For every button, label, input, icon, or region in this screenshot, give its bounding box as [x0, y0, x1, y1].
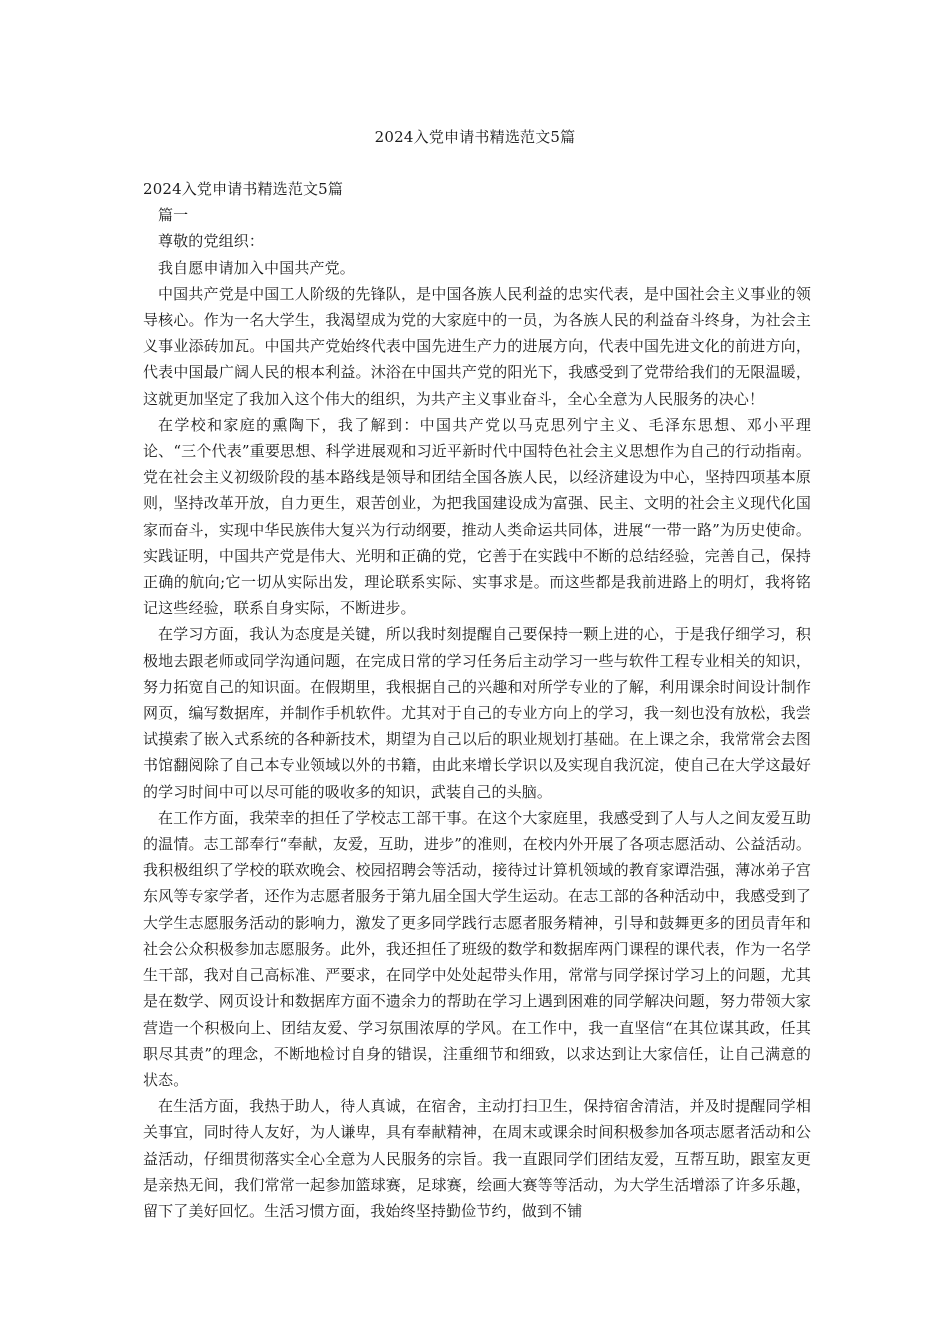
paragraph: 在生活方面，我热于助人，待人真诚，在宿舍，主动打扫卫生，保持宿舍清洁，并及时提醒同学相关事宜，同时待人友好，为人谦卑，具有奉献精神，在周末或课余时间积极参加各项志愿者活动和公益活动，仔细贯彻落实全心全意为人民服务的宗旨。我一直跟同学们团结友爱，互帮互助，跟室友更是亲热无间，我们常常一起参加篮球赛，足球赛，绘画大赛等等活动，为大学生活增添了许多乐趣，留下了美好回忆。生活习惯方面，我始终坚持勤俭节约，做到不铺	[143, 1097, 811, 1220]
paragraph: 在工作方面，我荣幸的担任了学校志工部干事。在这个大家庭里，我感受到了人与人之间友爱互助的温情。志工部奉行“奉献，友爱，互助，进步”的准则，在校内外开展了各项志愿活动、公益活动。我积极组织了学校的联欢晚会、校园招聘会等活动，接待过计算机领域的教育家谭浩强，薄冰弟子宫东风等专家学者，还作为志愿者服务于第九届全国大学生运动。在志工部的各种活动中，我感受到了大学生志愿服务活动的影响力，激发了更多同学践行志愿者服务精神，引导和鼓舞更多的团员青年和社会公众积极参加志愿服务。此外，我还担任了班级的数学和数据库两门课程的课代表，作为一名学生干部，我对自己高标准、严要求，在同学中处处起带头作用，常常与同学探讨学习上的问题，尤其是在数学、网页设计和数据库方面不遗余力的帮助在学习上遇到困难的同学解决问题，努力带领大家营造一个积极向上、团结友爱、学习氛围浓厚的学风。在工作中，我一直坚信“在其位谋其政，任其职尽其责”的理念，不断地检讨自身的错误，注重细节和细致，以求达到让大家信任，让自己满意的状态。	[143, 808, 811, 1089]
paragraph: 在学校和家庭的熏陶下，我了解到：中国共产党以马克思列宁主义、毛泽东思想、邓小平理论、“三个代表”重要思想、科学进展观和习近平新时代中国特色社会主义思想作为自己的行动指南。党在社会主义初级阶段的基本路线是领导和团结全国各族人民，以经济建设为中心，坚持四项基本原则，坚持改革开放，自力更生，艰苦创业，为把我国建设成为富强、民主、文明的社会主义现代化国家而奋斗，实现中华民族伟大复兴为行动纲要，推动人类命运共同体，进展“一带一路”为历史使命。实践证明，中国共产党是伟大、光明和正确的党，它善于在实践中不断的总结经验，完善自己，保持正确的航向;它一切从实际出发，理论联系实际、实事求是。而这些都是我前进路上的明灯，我将铭记这些经验，联系自身实际，不断进步。	[143, 415, 811, 618]
document-body	[143, 176, 811, 1224]
section-label: 篇一	[158, 206, 189, 225]
document-heading: 2024入党申请书精选范文5篇	[143, 180, 343, 198]
paragraph: 在学习方面，我认为态度是关键，所以我时刻提醒自己要保持一颗上进的心，于是我仔细学习，积极地去跟老师或同学沟通问题，在完成日常的学习任务后主动学习一些与软件工程专业相关的知识，努力拓宽自己的知识面。在假期里，我根据自己的兴趣和对所学专业的了解，利用课余时间设计制作网页，编写数据库，并制作手机软件。尤其对于自己的专业方向上的学习，我一刻也没有放松，我尝试摸索了嵌入式系统的各种新技术，期望为自己以后的职业规划打基础。在上课之余，我常常会去图书馆翻阅除了自己本专业领域以外的书籍，由此来增长学识以及实现自我沉淀，使自己在大学这最好的学习时间中可以尽可能的吸收多的知识，武装自己的头脑。	[143, 625, 811, 801]
document-title: 2024入党申请书精选范文5篇	[374, 128, 576, 146]
salutation: 尊敬的党组织：	[158, 232, 265, 251]
paragraph: 我自愿申请加入中国共产党。	[158, 258, 355, 277]
paragraph: 中国共产党是中国工人阶级的先锋队，是中国各族人民利益的忠实代表，是中国社会主义事业的领导核心。作为一名大学生，我渴望成为党的大家庭中的一员，为各族人民的利益奋斗终身，为社会主义事业添砖加瓦。中国共产党始终代表中国先进生产力的进展方向，代表中国先进文化的前进方向，代表中国最广阔人民的根本利益。沐浴在中国共产党的阳光下，我感受到了党带给我们的无限温暖，这就更加坚定了我加入这个伟大的组织，为共产主义事业奋斗，全心全意为人民服务的决心！	[143, 284, 811, 408]
